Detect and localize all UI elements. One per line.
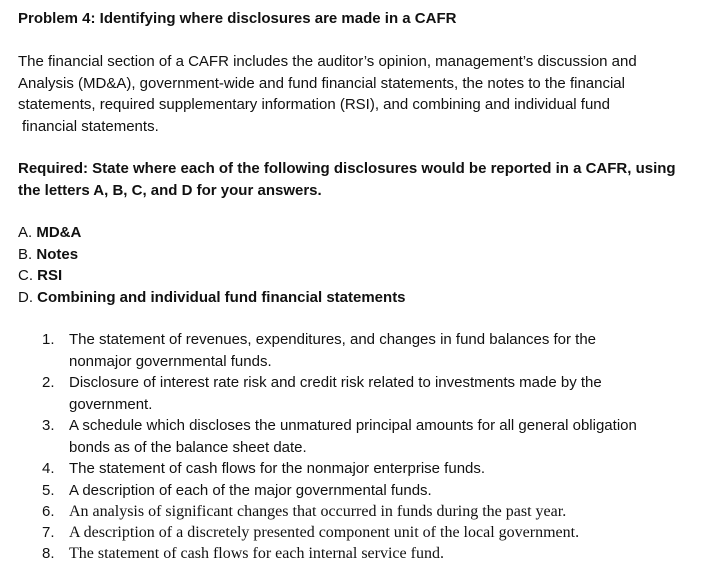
list-item	[18, 372, 708, 415]
item-number: 1.	[42, 331, 55, 348]
option-label: RSI	[37, 267, 63, 284]
intro-line: financial statements.	[22, 117, 159, 135]
item-text: An analysis of significant changes that occurred in funds during the past year.	[69, 503, 567, 520]
required-line: the letters A, B, C, and D for your answers.	[18, 181, 322, 199]
document	[18, 8, 708, 564]
item-text: The statement of cash flows for each internal service fund.	[69, 545, 444, 562]
required-instructions	[18, 158, 708, 201]
intro-line: The financial section of a CAFR includes the auditor’s opinion, management’s discussion and	[18, 53, 637, 70]
item-number: 3.	[42, 417, 55, 434]
intro-line: statements, required supplementary information (RSI), and combining and individual fund	[18, 96, 610, 113]
item-text: A schedule which discloses the unmatured principal amounts for all general obligation	[69, 417, 637, 434]
required-line: Required: State where each of the following disclosures would be reported in a CAFR, using	[18, 160, 676, 177]
option-label: Notes	[36, 245, 79, 263]
list-item	[18, 415, 708, 458]
option-letter: A.	[18, 224, 33, 241]
intro-paragraph	[18, 51, 708, 137]
option-letter: C.	[18, 267, 33, 284]
item-text: government.	[69, 395, 153, 413]
list-item	[18, 480, 708, 502]
item-text: bonds as of the balance sheet date.	[69, 438, 307, 456]
list-item	[18, 522, 708, 543]
item-number: 7.	[42, 524, 55, 541]
option-label: MD&A	[36, 224, 82, 241]
option-a	[18, 222, 708, 244]
problem-title: Problem 4: Identifying where disclosures are made in a CAFR	[18, 10, 457, 27]
list-item	[18, 458, 708, 480]
answer-options	[18, 222, 708, 308]
option-d	[18, 287, 708, 309]
option-b	[18, 244, 708, 266]
disclosure-list	[18, 329, 708, 564]
intro-line: Analysis (MD&A), government-wide and fund financial statements, the notes to the financial	[18, 74, 625, 92]
option-letter: B.	[18, 245, 33, 263]
option-c	[18, 265, 708, 287]
item-number: 8.	[42, 545, 55, 562]
item-text: nonmajor governmental funds.	[69, 352, 272, 370]
item-number: 5.	[42, 481, 55, 499]
option-label: Combining and individual fund financial statements	[37, 288, 406, 306]
item-text: The statement of revenues, expenditures, and changes in fund balances for the	[69, 331, 597, 348]
item-number: 4.	[42, 460, 55, 477]
option-letter: D.	[18, 288, 33, 306]
list-item	[18, 543, 708, 564]
item-text: A description of a discretely presented component unit of the local government.	[69, 524, 580, 541]
item-text: A description of each of the major governmental funds.	[69, 481, 432, 499]
item-text: Disclosure of interest rate risk and credit risk related to investments made by the	[69, 374, 602, 391]
item-number: 2.	[42, 374, 55, 391]
list-item	[18, 329, 708, 372]
list-item	[18, 501, 708, 522]
item-text: The statement of cash flows for the nonmajor enterprise funds.	[69, 460, 486, 477]
item-number: 6.	[42, 503, 55, 520]
